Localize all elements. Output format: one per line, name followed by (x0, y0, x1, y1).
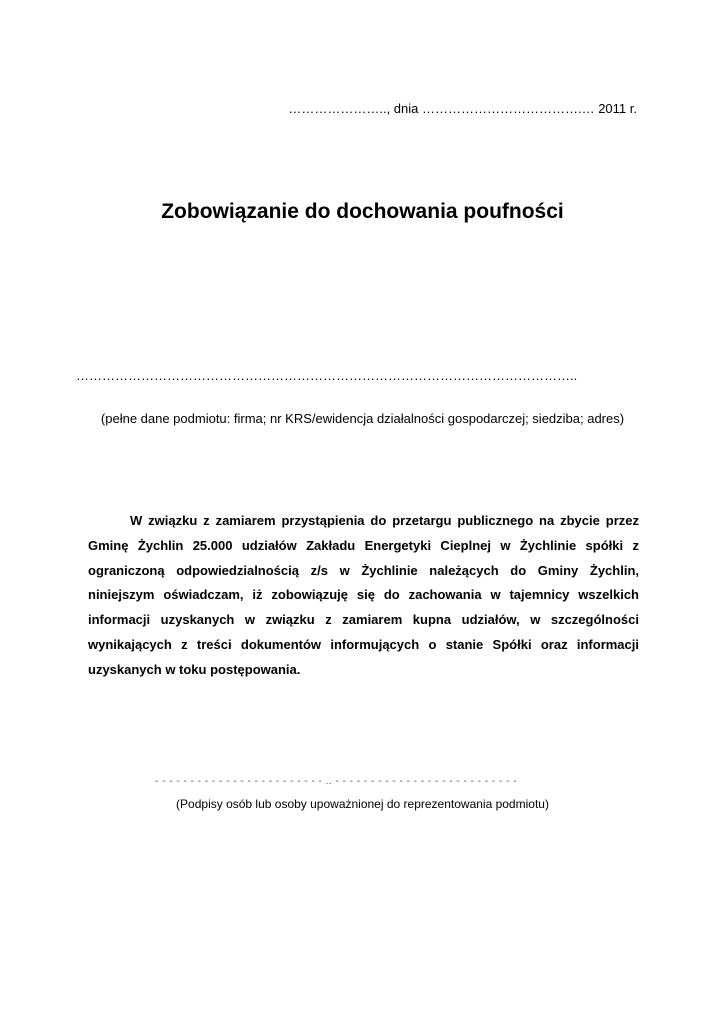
entity-data-placeholder: …………………………………………………………………………………………………….. (76, 368, 578, 383)
signature-line: - - - - - - - - - - - - - - - - - - - - - - - - .. - - - - - - - - - - - - - - - - - - - - - - - - - - (155, 776, 517, 787)
declaration-body: W związku z zamiarem przystąpienia do przetargu publicznego na zbycie przez Gminę Żychlin 25.000 udziałów Zakładu Energetyki Cieplnej w Żychlinie spółki z ograniczoną odpowiedzialnością z/s w Żychlinie należących do Gminy Żychlin, niniejszym oświadczam, iż zobowiązuję się do zachowania w tajemnicy wszelkich informacji uzyskanych w związku z zamiarem kupna udziałów, w szczególności wynikających z treści dokumentów informujących o stanie Spółki oraz informacji uzyskanych w toku postępowania. (88, 513, 639, 677)
document-title: Zobowiązanie do dochowania poufności (161, 200, 564, 223)
entity-data-caption: (pełne dane podmiotu: firma; nr KRS/ewidencja działalności gospodarczej; siedziba; adres) (100, 411, 625, 426)
signature-caption: (Podpisy osób lub osoby upoważnionej do reprezentowania podmiotu) (176, 797, 549, 811)
place-date-line: ………………….., dnia ……………………………….… 2011 r. (288, 101, 637, 116)
